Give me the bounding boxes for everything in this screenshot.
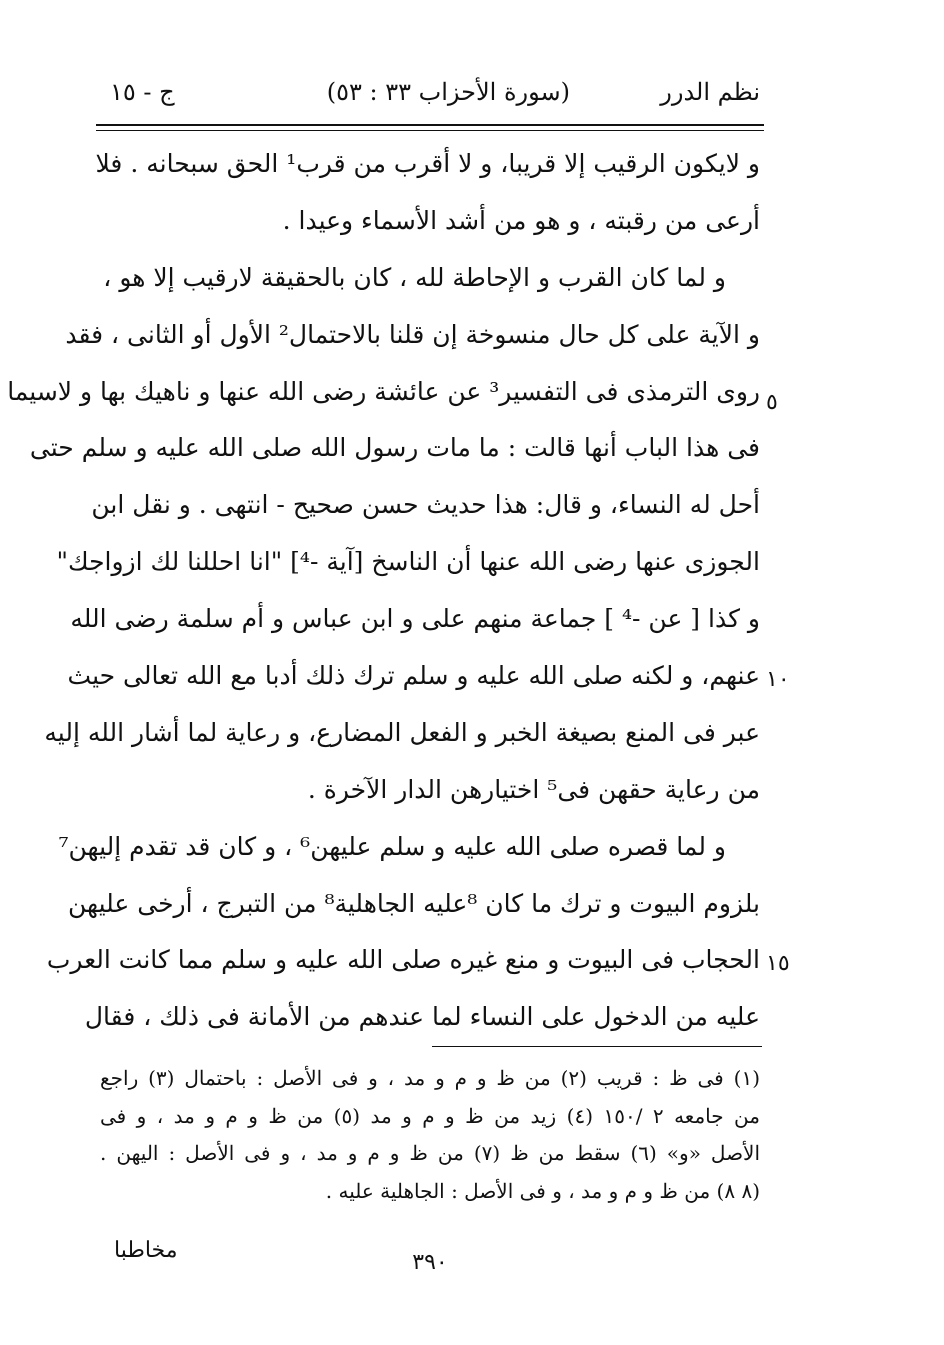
line-number-15: ١٥ bbox=[766, 951, 790, 976]
text-line: أحل له النساء، و قال: هذا حديث حسن صحيح - انتهى . و نقل ابن bbox=[91, 490, 760, 520]
page-number: ٣٩٠ bbox=[412, 1250, 448, 1275]
line-number-10: ١٠ bbox=[766, 667, 790, 692]
footnote-rule bbox=[432, 1046, 762, 1047]
text-line: عليه من الدخول على النساء لما عندهم من الأمانة فى ذلك ، فقال bbox=[84, 1002, 760, 1032]
running-header bbox=[100, 78, 760, 118]
text-line: عنهم، و لكنه صلى الله عليه و سلم ترك ذلك أدبا مع الله تعالى حيث bbox=[67, 661, 760, 691]
footnote-line: (٨ ٨) من ظ و م و مد ، و فى الأصل : الجاهلية عليه . bbox=[325, 1178, 760, 1203]
text-line: روى الترمذى فى التفسير³ عن عائشة رضى الله عنها و ناهيك بها و لاسيما bbox=[7, 376, 760, 406]
text-line: بلزوم البيوت و ترك ما كان ⁸عليه الجاهلية⁸ من التبرج ، أرخى عليهن bbox=[68, 888, 760, 918]
line-number-5: ٥ bbox=[766, 390, 778, 415]
text-line: أرعى من رقبته ، و هو من أشد الأسماء وعيدا . bbox=[282, 205, 760, 235]
text-line: و الآية على كل حال منسوخة إن قلنا بالاحتمال² الأول أو الثانى ، فقد bbox=[65, 319, 760, 349]
text-line: الحجاب فى البيوت و منع غيره صلى الله عليه و سلم مما كانت العرب bbox=[46, 945, 760, 975]
footnote-line: من جامعه ٢ /١٥٠ (٤) زيد من ظ و م و مد (٥) من ظ و م و مد ، و فى bbox=[100, 1103, 760, 1128]
text-line: و لما كان القرب و الإحاطة لله ، كان بالحقيقة لارقيب إلا هو ، bbox=[103, 262, 726, 292]
text-line: و لما قصره صلى الله عليه و سلم عليهن⁶ ، و كان قد تقدم إليهن⁷ bbox=[58, 831, 726, 861]
footnote-line: الأصل «و» (٦) سقط من ظ (٧) من ظ و م و مد ، و فى الأصل : اليهن . bbox=[100, 1141, 761, 1165]
header-rule-thick bbox=[96, 124, 764, 126]
text-line: و لايكون الرقيب إلا قريبا، و لا أقرب من قرب¹ الحق سبحانه . فلا bbox=[95, 149, 760, 178]
header-rule-thin bbox=[96, 130, 764, 131]
catchword: مخاطبا bbox=[114, 1238, 178, 1263]
text-line: فى هذا الباب أنها قالت : ما مات رسول الله صلى الله عليه و سلم حتى bbox=[29, 433, 760, 463]
volume-number: ج - ١٥ bbox=[110, 78, 175, 106]
main-text bbox=[7, 136, 760, 1046]
text-line: و كذا [ عن -⁴ ] جماعة منهم على و ابن عباس و أم سلمة رضى الله bbox=[70, 604, 760, 634]
text-line: عبر فى المنع بصيغة الخبر و الفعل المضارع، و رعاية لما أشار الله إليه bbox=[44, 717, 760, 747]
footnotes bbox=[100, 1060, 760, 1210]
surah-reference: (سورة الأحزاب ٣٣ : ٥٣) bbox=[326, 78, 570, 106]
text-line: الجوزى عنها رضى الله عنها أن الناسخ [آية -⁴] "انا احللنا لك ازواجك" bbox=[56, 547, 760, 577]
text-line: من رعاية حقهن فى⁵ اختيارهن الدار الآخرة . bbox=[307, 774, 760, 804]
book-title: نظم الدرر bbox=[660, 78, 760, 106]
footnote-line: (١) فى ظ : قريب (٢) من ظ و م و مد ، و فى الأصل : باحتمال (٣) راجع bbox=[100, 1066, 760, 1090]
